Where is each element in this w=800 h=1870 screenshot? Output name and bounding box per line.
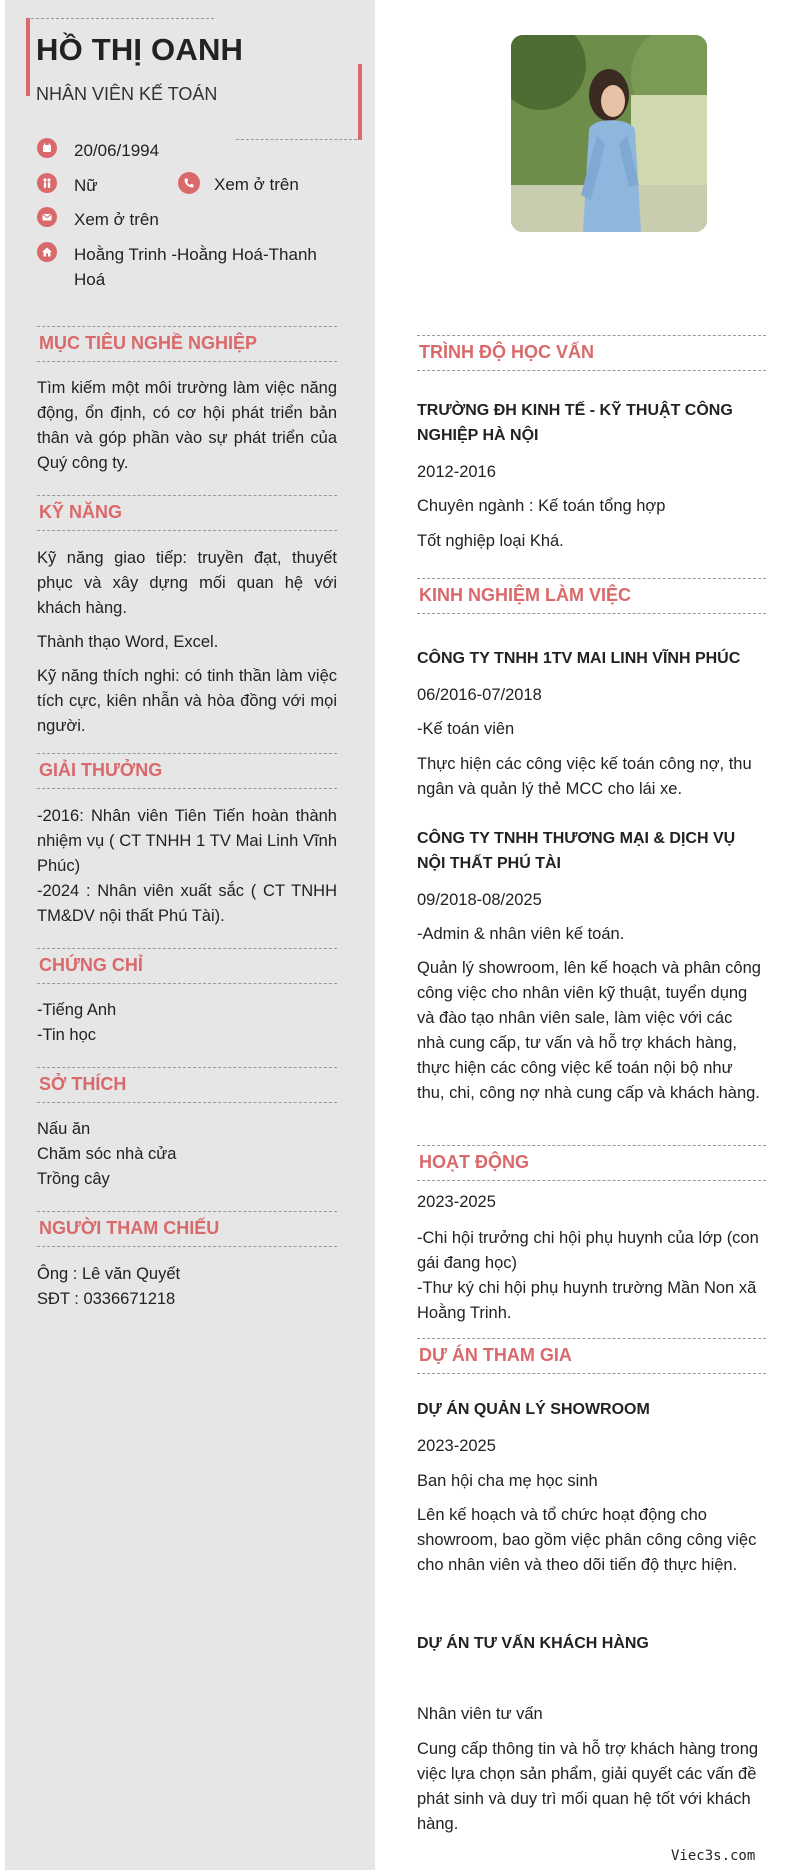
section-title: GIẢI THƯỞNG <box>39 760 163 780</box>
job-description: Thực hiện các công việc kế toán công nợ, thu ngân và quản lý thẻ MCC cho lái xe. <box>417 755 752 798</box>
section-header-hobbies <box>37 1067 337 1103</box>
email-row <box>37 207 159 232</box>
header-accent-bar <box>358 64 362 140</box>
candidate-name: HỒ THỊ OANH <box>36 32 244 67</box>
job-period: 06/2016-07/2018 <box>417 686 542 704</box>
education-major: Chuyên ngành : Kế toán tổng hợp <box>417 497 666 515</box>
gender-value: Nữ <box>74 176 98 195</box>
job-title: NHÂN VIÊN KẾ TOÁN <box>36 84 218 104</box>
phone-icon <box>178 172 200 194</box>
company-name: CÔNG TY TNHH 1TV MAI LINH VĨNH PHÚC <box>417 650 741 667</box>
header-divider <box>26 18 214 19</box>
hobby-item: Trồng cây <box>37 1170 110 1188</box>
hobby-item: Nấu ăn <box>37 1120 91 1138</box>
certificate-item: -Tin học <box>37 1026 96 1044</box>
name-header <box>26 18 362 140</box>
skill-item: Thành thạo Word, Excel. <box>37 633 219 651</box>
phone-value: Xem ở trên <box>214 175 299 194</box>
section-title: DỰ ÁN THAM GIA <box>419 1345 572 1365</box>
calendar-icon <box>37 138 57 158</box>
project-period: 2023-2025 <box>417 1437 496 1455</box>
award-item: -2024 : Nhân viên xuất sắc ( CT TNHH TM&DV nội thất Phú Tài). <box>37 882 337 925</box>
project-name: DỰ ÁN TƯ VẤN KHÁCH HÀNG <box>417 1635 649 1652</box>
section-title: KINH NGHIỆM LÀM VIỆC <box>419 585 632 605</box>
section-header-references <box>37 1211 337 1247</box>
section-header-objective <box>37 326 337 362</box>
certificate-item: -Tiếng Anh <box>37 1001 117 1019</box>
section-header-education <box>417 335 766 371</box>
section-title: SỞ THÍCH <box>39 1074 127 1094</box>
section-title: NGƯỜI THAM CHIẾU <box>39 1218 220 1238</box>
profile-photo <box>511 35 707 232</box>
award-item: -2016: Nhân viên Tiên Tiến hoàn thành nhiệm vụ ( CT TNHH 1 TV Mai Linh Vĩnh Phúc) <box>37 807 337 875</box>
project-role: Ban hội cha mẹ học sinh <box>417 1472 598 1490</box>
job-description: Quản lý showroom, lên kế hoạch và phân công công việc cho nhân viên kỹ thuật, tuyển dụng và đào tạo nhân viên sale, làm việc với các nhà cung cấp, tư vấn và hỗ trợ khách hàng, thực hiện các công việc kế toán nội bộ như thu, chi, công nợ nhà cung cấp và khách hàng. <box>417 959 761 1102</box>
skill-item: Kỹ năng giao tiếp: truyền đạt, thuyết phục và xây dựng mối quan hệ với khách hàng. <box>37 549 337 617</box>
address-row <box>37 242 337 292</box>
address-value: Hoằng Trinh -Hoằng Hoá-Thanh Hoá <box>74 245 317 289</box>
gender-row <box>37 173 98 198</box>
school-name: TRƯỜNG ĐH KINH TẾ - KỸ THUẬT CÔNG NGHIỆP HÀ NỘI <box>417 402 733 444</box>
job-period: 09/2018-08/2025 <box>417 891 542 909</box>
skill-item: Kỹ năng thích nghi: có tinh thần làm việc tích cực, kiên nhẫn và hòa đồng với mọi người. <box>37 667 337 735</box>
hobby-item: Chăm sóc nhà cửa <box>37 1145 177 1163</box>
section-title: MỤC TIÊU NGHỀ NGHIỆP <box>39 333 258 353</box>
project-name: DỰ ÁN QUẢN LÝ SHOWROOM <box>417 1401 650 1418</box>
header-divider <box>236 139 362 140</box>
project-description: Cung cấp thông tin và hỗ trợ khách hàng trong việc lựa chọn sản phẩm, giải quyết các vấn đề phát sinh và duy trì mối quan hệ tốt với khách hàng. <box>417 1740 759 1833</box>
email-value: Xem ở trên <box>74 210 159 229</box>
education-period: 2012-2016 <box>417 463 496 481</box>
gender-icon <box>37 173 57 193</box>
objective-text: Tìm kiếm một môi trường làm việc năng động, ổn định, có cơ hội phát triển bản thân và góp phần vào sự phát triển của Quý công ty. <box>37 379 337 472</box>
reference-item: SĐT : 0336671218 <box>37 1290 176 1308</box>
watermark: Viec3s.com <box>671 1848 756 1864</box>
section-header-certificates <box>37 948 337 984</box>
home-icon <box>37 242 57 262</box>
project-role: Nhân viên tư vấn <box>417 1705 543 1723</box>
email-icon <box>37 207 57 227</box>
job-position: -Kế toán viên <box>417 720 515 738</box>
header-accent-bar <box>26 18 30 96</box>
job-position: -Admin & nhân viên kế toán. <box>417 925 625 943</box>
section-header-awards <box>37 753 337 789</box>
activity-item: -Thư ký chi hội phụ huynh trường Mần Non xã Hoằng Trinh. <box>417 1279 757 1322</box>
section-title: TRÌNH ĐỘ HỌC VẤN <box>419 342 594 362</box>
section-header-experience <box>417 578 766 614</box>
reference-item: Ông : Lê văn Quyết <box>37 1265 181 1283</box>
activity-period: 2023-2025 <box>417 1193 496 1211</box>
company-name: CÔNG TY TNHH THƯƠNG MẠI & DỊCH VỤ NỘI THẤT PHÚ TÀI <box>417 830 736 872</box>
section-header-activities <box>417 1145 766 1181</box>
phone-row <box>178 172 299 197</box>
section-title: HOẠT ĐỘNG <box>419 1152 529 1172</box>
birthday-row <box>37 138 159 163</box>
birthday-value: 20/06/1994 <box>74 141 160 160</box>
section-header-projects <box>417 1338 766 1374</box>
project-description: Lên kế hoạch và tổ chức hoạt động cho showroom, bao gồm việc phân công công việc cho nhân viên và theo dõi tiến độ thực hiện. <box>417 1506 757 1574</box>
education-grade: Tốt nghiệp loại Khá. <box>417 532 564 550</box>
activity-item: -Chi hội trưởng chi hội phụ huynh của lớp (con gái đang học) <box>417 1229 759 1272</box>
section-title: CHỨNG CHỈ <box>39 955 143 975</box>
section-title: KỸ NĂNG <box>39 502 123 522</box>
section-header-skills <box>37 495 337 531</box>
